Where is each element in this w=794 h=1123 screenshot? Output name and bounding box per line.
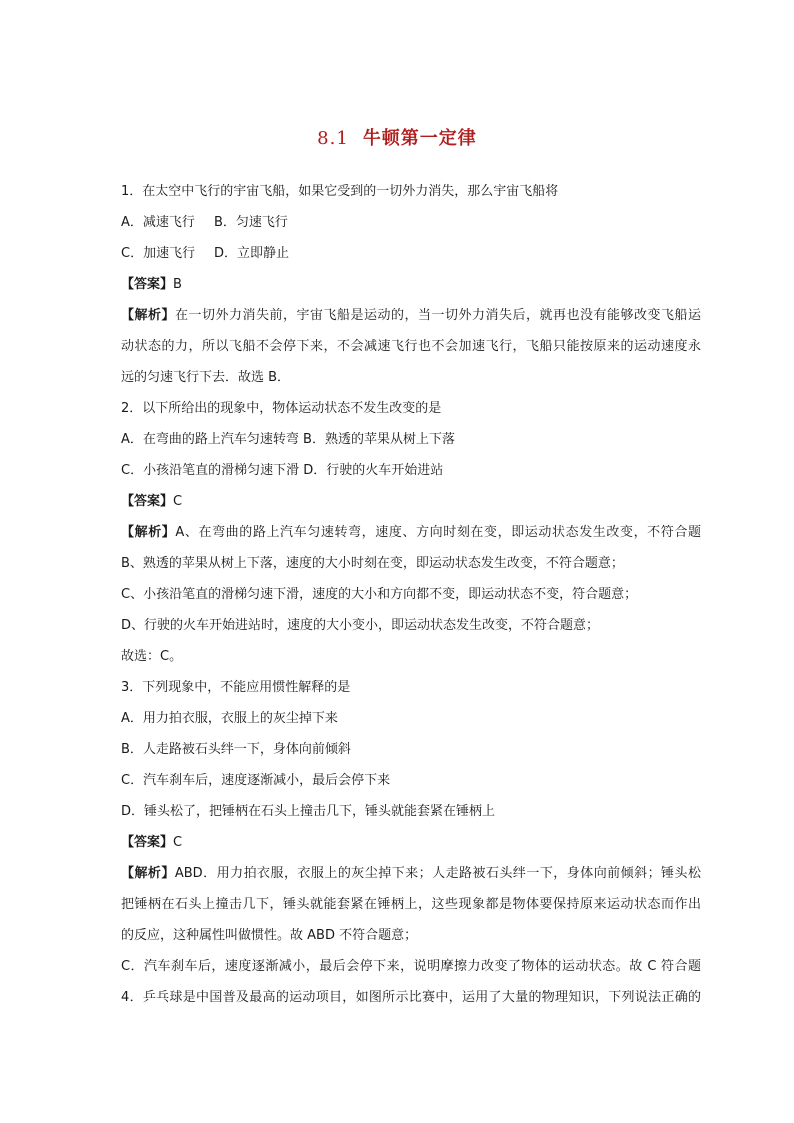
text-line: B．人走路被石头绊一下，身体向前倾斜 <box>121 742 351 757</box>
text-line: C、小孩沿笔直的滑梯匀速下滑，速度的大小和方向都不变，即运动状态不变，符合题意； <box>121 587 638 602</box>
label-tag: 【解析】 <box>121 866 175 881</box>
label-text: 在一切外力消失前，宇宙飞船是运动的，当一切外力消失后，就再也没有能够改变飞船运 <box>175 308 701 323</box>
option-a: A．减速飞行 <box>121 215 195 230</box>
question-stem: 2．以下所给出的现象中，物体运动状态不发生改变的是 <box>121 401 442 416</box>
label-text: A、在弯曲的路上汽车匀速转弯，速度、方向时刻在变，即运动状态发生改变，不符合题 <box>175 525 701 540</box>
title-text: 牛顿第一定律 <box>362 128 477 149</box>
label-text: B <box>173 277 182 292</box>
answer-line <box>121 858 701 889</box>
label-text: ABD．用力拍衣服，衣服上的灰尘掉下来；人走路被石头绊一下，身体向前倾斜；锤头松 <box>174 866 701 881</box>
text-line: B、熟透的苹果从树上下落，速度的大小时刻在变，即运动状态发生改变，不符合题意； <box>121 556 624 571</box>
text-line: A．用力拍衣服，衣服上的灰尘掉下来 <box>121 711 338 726</box>
text-line: C．小孩沿笔直的滑梯匀速下滑 D．行驶的火车开始进站 <box>121 463 444 478</box>
text-line: 动状态的力，所以飞船不会停下来，不会减速飞行也不会加速飞行，飞船只能按原来的运动速度永 <box>121 339 701 354</box>
question-content <box>121 176 701 1013</box>
text-line: 把锤柄在石头上撞击几下，锤头就能套紧在锤柄上，这些现象都是物体要保持原来运动状态而作出 <box>121 897 701 912</box>
text-line: 故选：C。 <box>121 649 183 664</box>
text-line: D．锤头松了，把锤柄在石头上撞击几下，锤头就能套紧在锤柄上 <box>121 804 496 819</box>
question-stem: 3．下列现象中，不能应用惯性解释的是 <box>121 680 351 695</box>
label-text: C <box>173 835 183 850</box>
option-row <box>121 238 701 269</box>
option-row <box>121 207 701 238</box>
question-stem: 4．乒乓球是中国普及最高的运动项目，如图所示比赛中，运用了大量的物理知识，下列说法正确的 <box>121 990 701 1005</box>
text-line: C．汽车刹车后，速度逐渐减小，最后会停下来，说明摩擦力改变了物体的运动状态。故 C 符合题 <box>121 959 701 974</box>
page-title <box>0 124 794 150</box>
text-line: D、行驶的火车开始进站时，速度的大小变小，即运动状态发生改变，不符合题意； <box>121 618 600 633</box>
label-tag: 【解析】 <box>121 308 175 323</box>
text-line: C．汽车刹车后，速度逐渐减小，最后会停下来 <box>121 773 391 788</box>
text-line: 的反应，这种属性叫做惯性。故 ABD 不符合题意； <box>121 928 418 943</box>
label-tag: 【答案】 <box>121 277 174 292</box>
text-line: A．在弯曲的路上汽车匀速转弯 B．熟透的苹果从树上下落 <box>121 432 455 447</box>
answer-line <box>121 269 701 300</box>
option-b: B．匀速飞行 <box>214 215 288 230</box>
answer-line <box>121 827 701 858</box>
option-a: C．加速飞行 <box>121 246 196 261</box>
label-tag: 【答案】 <box>121 835 174 850</box>
answer-line <box>121 300 701 331</box>
label-tag: 【解析】 <box>121 525 176 540</box>
option-b: D．立即静止 <box>214 246 290 261</box>
title-number: 8.1 <box>317 128 349 149</box>
label-text: C <box>173 494 183 509</box>
text-line: 远的匀速飞行下去．故选 B． <box>121 370 291 385</box>
question-stem: 1．在太空中飞行的宇宙飞船，如果它受到的一切外力消失，那么宇宙飞船将 <box>121 184 559 199</box>
label-tag: 【答案】 <box>121 494 174 509</box>
answer-line <box>121 486 701 517</box>
answer-line <box>121 517 701 548</box>
